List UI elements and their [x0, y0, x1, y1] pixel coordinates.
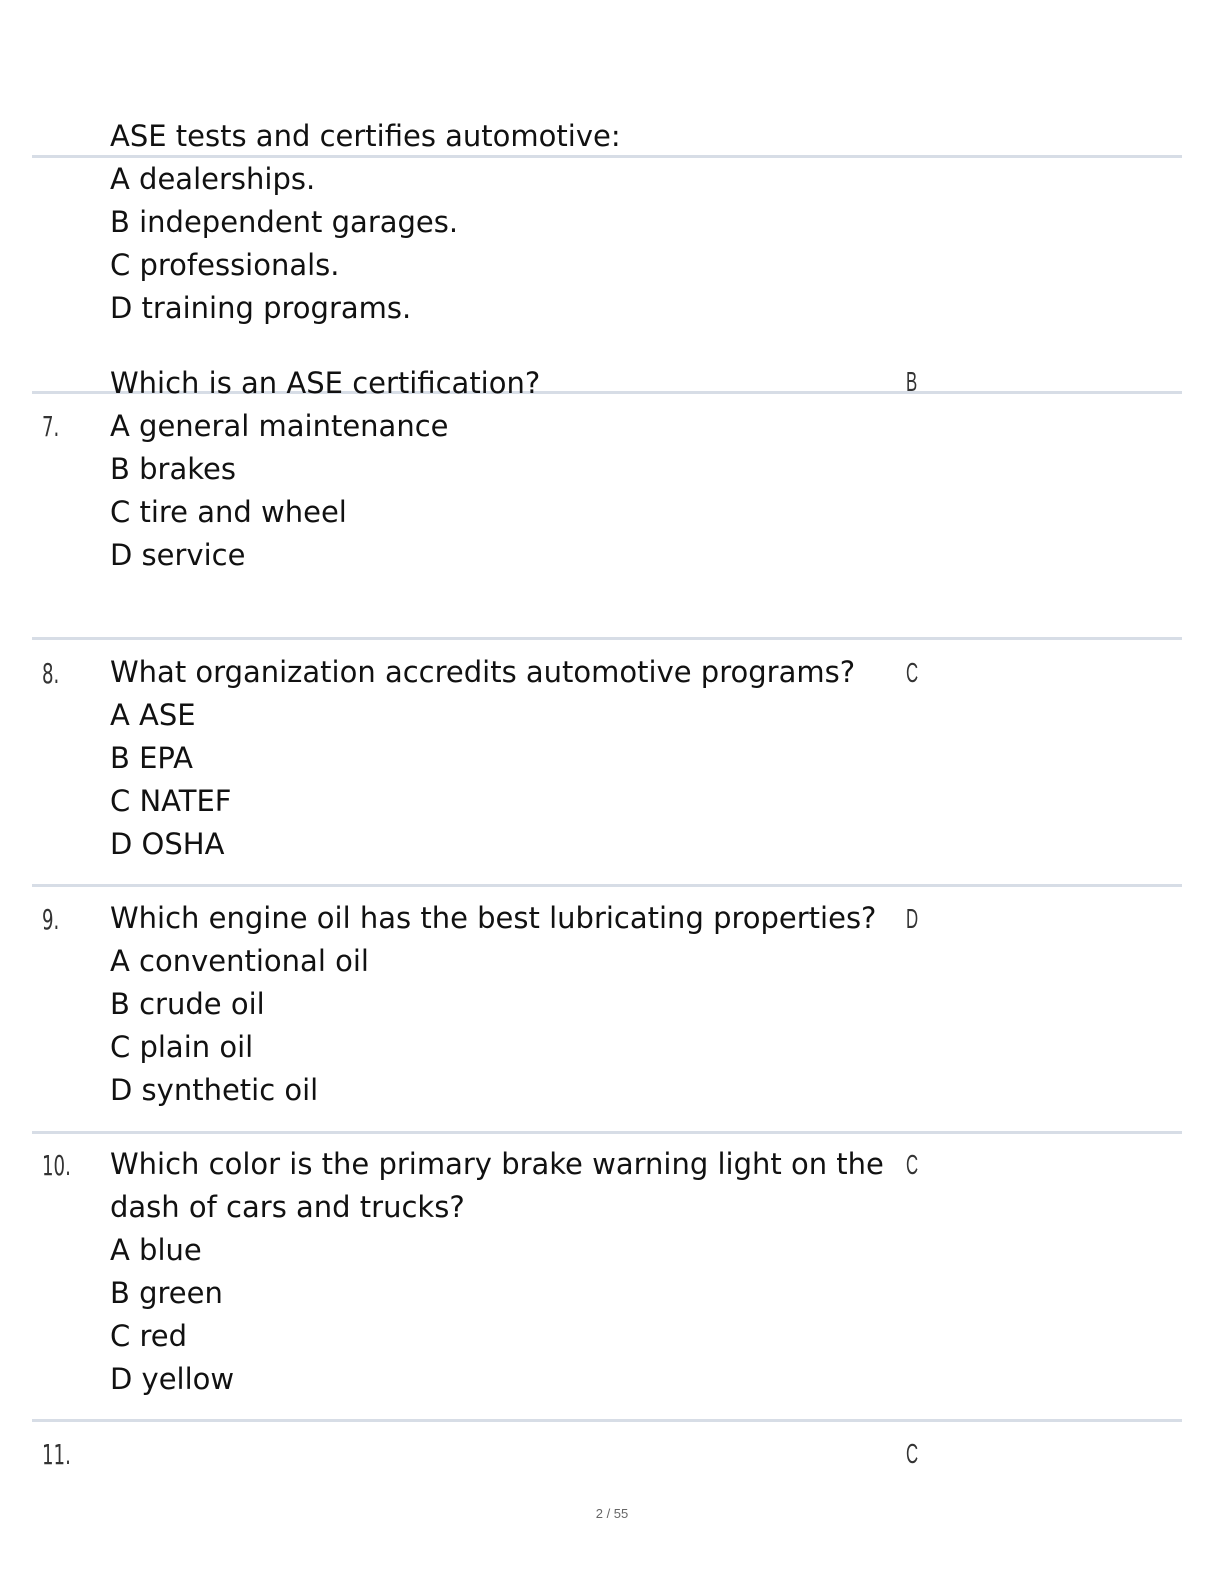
option-b: B brakes: [110, 452, 236, 486]
option-b: B green: [110, 1276, 223, 1310]
divider: [32, 637, 1182, 640]
option-d: D training programs.: [110, 291, 412, 325]
answer-11: C: [906, 1438, 919, 1469]
question-stem: What organization accredits automotive programs?: [110, 655, 856, 689]
question-stem: ASE tests and certifies automotive:: [110, 119, 621, 153]
question-number-10: 10.: [42, 1149, 71, 1182]
option-a: A blue: [110, 1233, 202, 1267]
option-c: C red: [110, 1319, 188, 1353]
option-d: D OSHA: [110, 827, 225, 861]
question-stem: Which color is the primary brake warning light on the: [110, 1147, 884, 1181]
question-8-text: [110, 651, 855, 866]
option-a: A ASE: [110, 698, 196, 732]
question-stem: Which is an ASE certification?: [110, 366, 541, 400]
option-b: B independent garages.: [110, 205, 459, 239]
page-number: 2 / 55: [595, 1506, 629, 1521]
option-d: D yellow: [110, 1362, 235, 1396]
question-6-text: [110, 115, 621, 330]
answer-7: B: [906, 366, 918, 397]
answer-9: D: [906, 903, 919, 934]
question-number-7: 7.: [42, 410, 60, 443]
divider: [32, 1419, 1182, 1422]
question-number-9: 9.: [42, 903, 60, 936]
answer-8: C: [906, 657, 919, 688]
option-c: C tire and wheel: [110, 495, 347, 529]
option-d: D synthetic oil: [110, 1073, 319, 1107]
option-a: A dealerships.: [110, 162, 316, 196]
option-b: B EPA: [110, 741, 193, 775]
question-stem-continued: dash of cars and trucks?: [110, 1190, 465, 1224]
option-c: C professionals.: [110, 248, 340, 282]
question-number-11: 11.: [42, 1438, 71, 1471]
option-a: A conventional oil: [110, 944, 369, 978]
question-number-8: 8.: [42, 657, 60, 690]
divider: [32, 884, 1182, 887]
answer-10: C: [906, 1149, 919, 1180]
option-b: B crude oil: [110, 987, 265, 1021]
option-d: D service: [110, 538, 246, 572]
question-10-text: [110, 1143, 884, 1401]
divider: [32, 1131, 1182, 1134]
question-stem: Which engine oil has the best lubricating properties?: [110, 901, 877, 935]
option-c: C plain oil: [110, 1030, 254, 1064]
option-c: C NATEF: [110, 784, 232, 818]
option-a: A general maintenance: [110, 409, 449, 443]
question-7-text: [110, 362, 540, 577]
question-9-text: [110, 897, 876, 1112]
